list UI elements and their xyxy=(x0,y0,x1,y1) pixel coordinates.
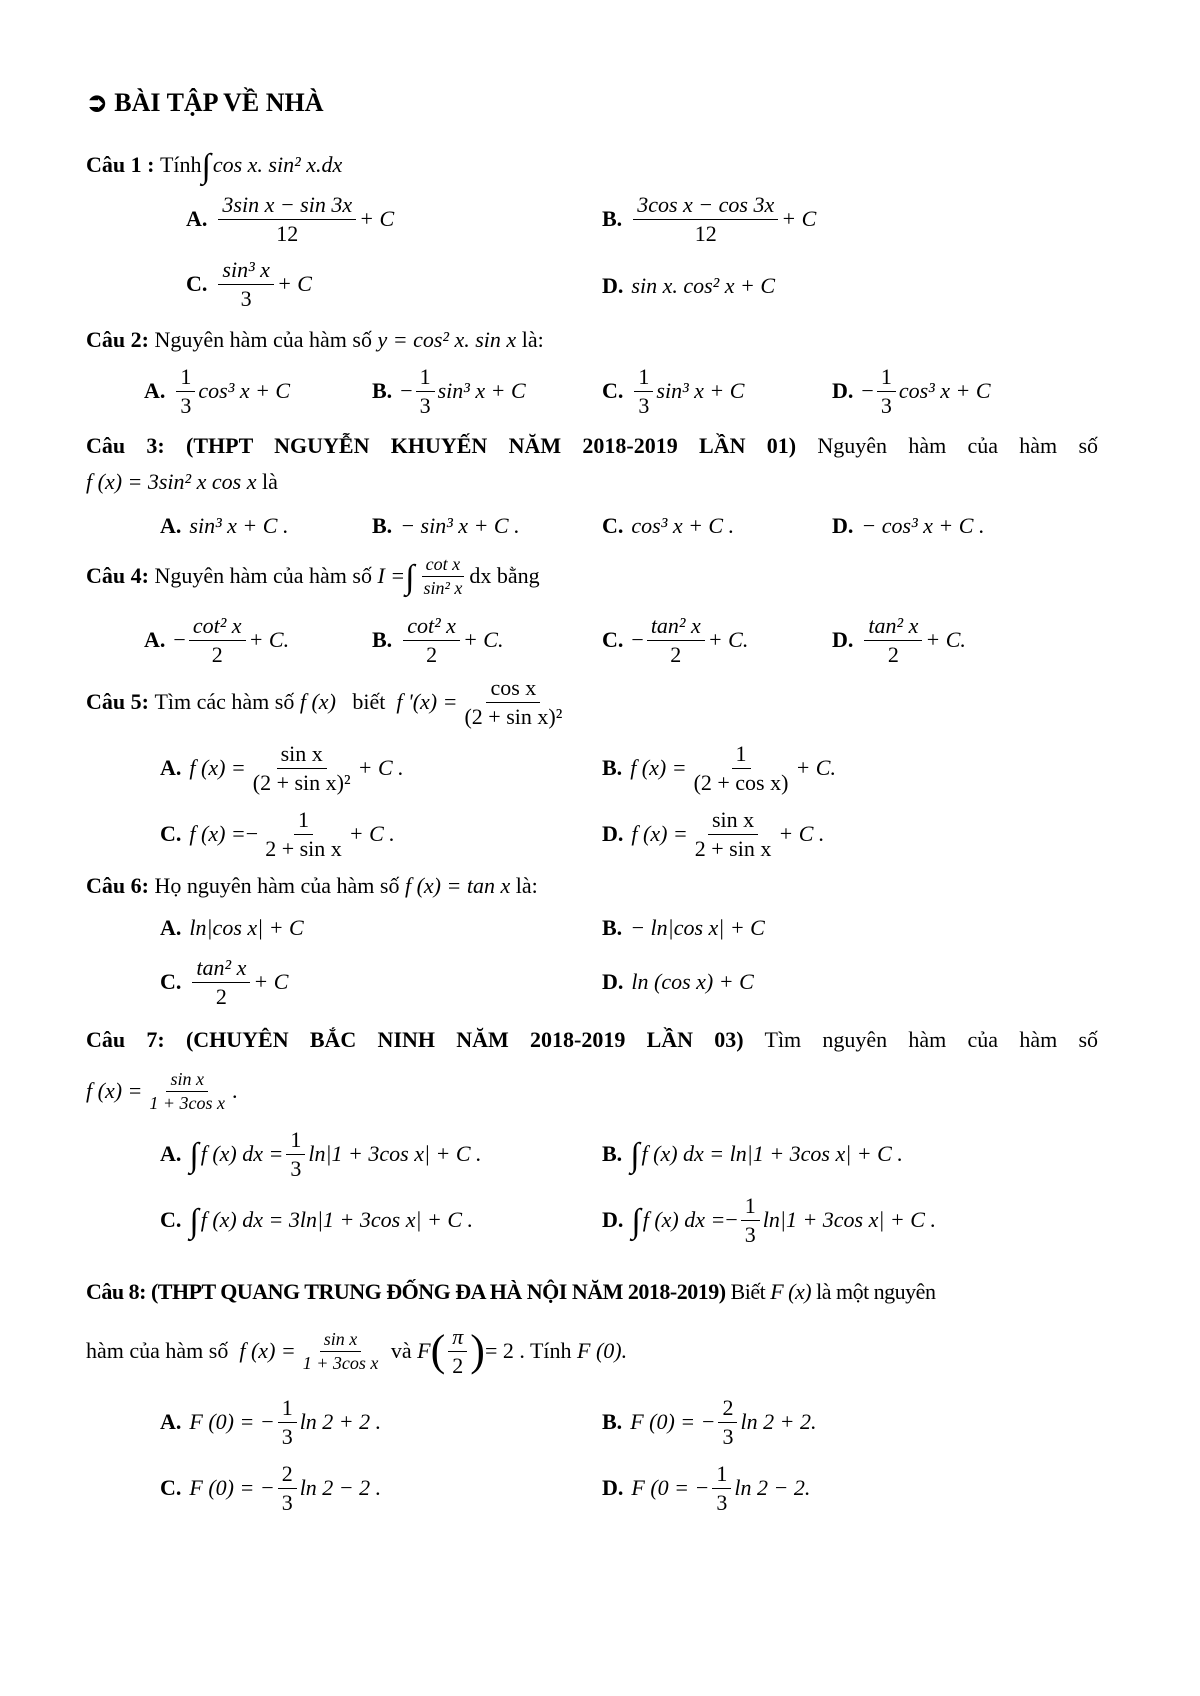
question-label: Câu 6: xyxy=(86,873,149,898)
option-label: A. xyxy=(144,627,166,652)
lhs: f (x) dx = xyxy=(200,1141,284,1166)
question-source: (CHUYÊN BẮC NINH NĂM 2018-2019 LẦN 03) xyxy=(185,1027,744,1052)
option-tail: + C. xyxy=(707,627,749,652)
option-c[interactable] xyxy=(160,952,288,1012)
option-expr: sin x. cos² x + C xyxy=(631,273,776,298)
option-expr: − ln|cos x| + C xyxy=(630,915,765,940)
option-expr: ln (cos x) + C xyxy=(631,969,754,994)
question-label: Câu 1 : xyxy=(86,152,155,177)
question-4 xyxy=(86,544,540,608)
sign: − xyxy=(400,378,413,403)
option-label: D. xyxy=(602,273,624,298)
option-a[interactable] xyxy=(160,736,404,800)
numerator: tan² x xyxy=(864,614,922,640)
function-expr: y = cos² x. sin x xyxy=(377,327,517,352)
option-d[interactable] xyxy=(832,608,966,672)
option-d[interactable] xyxy=(602,1458,810,1518)
option-tail: + C . xyxy=(778,821,825,846)
numerator: 1 xyxy=(877,365,896,391)
sign: − xyxy=(861,378,874,403)
option-expr: ln|1 + 3cos x| + C . xyxy=(762,1207,936,1232)
integrand: cos x. sin² x.dx xyxy=(212,152,343,177)
denominator: sin² x xyxy=(423,577,463,598)
integral-icon: ∫ xyxy=(630,1137,640,1174)
conjunction: và xyxy=(390,1338,412,1363)
lhs: f (x) = xyxy=(631,821,688,846)
numerator: 1 xyxy=(732,742,751,768)
question-3 xyxy=(86,428,1098,464)
numerator: 1 xyxy=(416,365,435,391)
option-tail: + C xyxy=(253,969,289,994)
question-tail: là: xyxy=(521,327,544,352)
question-text: Nguyên hàm của hàm số xyxy=(154,563,372,588)
lhs: f (x) = xyxy=(189,821,246,846)
numerator: 1 xyxy=(634,365,653,391)
question-tail: bằng xyxy=(496,563,540,588)
option-label: C. xyxy=(160,821,182,846)
question-text-3: hàm của hàm số xyxy=(86,1338,229,1363)
sign: − xyxy=(173,627,186,652)
option-label: C. xyxy=(160,969,182,994)
option-b[interactable] xyxy=(602,190,816,248)
lhs: F (0) = − xyxy=(630,1409,716,1434)
option-expr: ln 2 + 2 . xyxy=(299,1409,382,1434)
option-label: C. xyxy=(160,1475,182,1500)
question-source: (THPT NGUYỄN KHUYẾN NĂM 2018-2019 LẦN 01) xyxy=(186,433,797,458)
denominator: 2 xyxy=(426,641,438,667)
sign: − xyxy=(245,821,259,846)
numerator: cot x xyxy=(422,555,464,577)
option-b[interactable] xyxy=(602,1124,903,1184)
denominator: (2 + cos x) xyxy=(693,769,789,795)
option-label: D. xyxy=(602,969,624,994)
numerator: sin x xyxy=(166,1070,208,1092)
denominator: 3 xyxy=(722,1423,734,1449)
numerator: 1 xyxy=(712,1462,731,1488)
sign: − xyxy=(725,1207,738,1232)
lhs: F (0) = − xyxy=(189,1475,275,1500)
option-tail: + C . xyxy=(348,821,395,846)
lhs: f (x) = xyxy=(239,1338,296,1363)
option-expr: sin³ x + C xyxy=(437,378,526,403)
option-expr: − sin³ x + C . xyxy=(400,513,520,538)
option-label: B. xyxy=(602,755,623,780)
section-heading xyxy=(86,88,324,118)
option-tail: + C. xyxy=(795,755,836,780)
option-expr: ln|cos x| + C xyxy=(189,915,304,940)
option-tail: + C xyxy=(781,206,817,231)
numerator: cos x xyxy=(486,676,540,702)
option-expr: ln 2 − 2 . xyxy=(299,1475,382,1500)
question-text: Họ nguyên hàm của hàm số xyxy=(154,873,400,898)
integral-icon: ∫ xyxy=(189,1137,199,1174)
lhs: F (0) = − xyxy=(189,1409,275,1434)
lhs: f (x) dx = xyxy=(641,1141,725,1166)
numerator: sin³ x xyxy=(218,258,274,284)
option-label: C. xyxy=(160,1207,182,1232)
option-d[interactable] xyxy=(602,266,775,306)
denominator: 2 + sin x xyxy=(694,835,772,861)
denominator: (2 + sin x)² xyxy=(464,703,563,729)
option-label: B. xyxy=(602,915,623,940)
numerator: sin x xyxy=(277,742,327,768)
option-label: B. xyxy=(372,378,393,403)
option-label: B. xyxy=(602,1409,623,1434)
numerator: 3sin x − sin 3x xyxy=(218,193,356,219)
denominator: 3 xyxy=(716,1489,728,1515)
lhs: f '(x) = xyxy=(396,689,458,714)
denominator: 3 xyxy=(638,392,650,418)
dx: dx xyxy=(469,563,492,588)
denominator: 3 xyxy=(744,1221,756,1247)
option-b[interactable] xyxy=(602,908,765,948)
arrow-icon: ➲ xyxy=(86,88,108,117)
option-d[interactable] xyxy=(602,962,754,1002)
option-label: D. xyxy=(832,378,854,403)
function-expr: f (x) = tan x xyxy=(404,873,511,898)
equals-value: = 2 xyxy=(484,1338,514,1363)
option-label: A. xyxy=(160,513,182,538)
question-label: Câu 8: xyxy=(86,1279,146,1304)
option-c[interactable] xyxy=(602,362,744,420)
option-b[interactable] xyxy=(602,1392,816,1452)
question-text: Nguyên hàm của hàm số xyxy=(154,327,372,352)
option-expr: − cos³ x + C . xyxy=(861,513,985,538)
lhs: f (x) dx = xyxy=(642,1207,726,1232)
option-label: B. xyxy=(372,627,393,652)
denominator: 3 xyxy=(281,1423,293,1449)
option-d[interactable] xyxy=(832,362,991,420)
question-3-line-2 xyxy=(86,464,278,500)
denominator: 2 xyxy=(215,983,227,1009)
lhs: I = xyxy=(377,563,406,588)
function-F: F xyxy=(417,1338,431,1363)
option-expr: cos³ x + C xyxy=(898,378,991,403)
question-tail: là xyxy=(262,469,278,494)
question-label: Câu 5: xyxy=(86,689,149,714)
question-7-line-2 xyxy=(86,1060,238,1122)
function-F0: F (0). xyxy=(577,1338,628,1363)
option-expr: cos³ x + C . xyxy=(631,513,735,538)
question-text-2: là một nguyên xyxy=(816,1279,936,1304)
option-label: B. xyxy=(602,1141,623,1166)
question-text: Biết xyxy=(730,1279,766,1304)
sign: − xyxy=(631,627,644,652)
option-a[interactable] xyxy=(144,362,290,420)
denominator: 12 xyxy=(694,220,717,246)
denominator: 2 xyxy=(211,641,223,667)
option-expr: ln|1 + 3cos x| + C . xyxy=(729,1141,903,1166)
denominator: 3 xyxy=(180,392,192,418)
question-text: Tìm nguyên hàm của hàm số xyxy=(764,1027,1099,1052)
option-d[interactable] xyxy=(832,508,984,544)
denominator: 1 + 3cos x xyxy=(149,1092,226,1113)
numerator: sin x xyxy=(708,808,758,834)
option-c[interactable] xyxy=(602,508,734,544)
question-5 xyxy=(86,670,569,734)
option-label: D. xyxy=(832,627,854,652)
question-tail: là: xyxy=(515,873,538,898)
option-label: C. xyxy=(602,513,624,538)
integral-icon: ∫ xyxy=(189,1203,199,1240)
integral-icon: ∫ xyxy=(631,1203,641,1240)
option-c[interactable] xyxy=(160,802,395,866)
option-expr: cos³ x + C xyxy=(198,378,291,403)
option-expr: ln 2 − 2. xyxy=(734,1475,811,1500)
option-b[interactable] xyxy=(372,608,503,672)
option-a[interactable] xyxy=(160,508,288,544)
option-tail: + C xyxy=(276,271,312,296)
option-a[interactable] xyxy=(160,1392,381,1452)
numerator: sin x xyxy=(320,1330,362,1352)
question-text: Tính xyxy=(159,152,202,177)
question-8 xyxy=(86,1272,935,1312)
numerator: 2 xyxy=(278,1462,297,1488)
numerator: 1 xyxy=(294,808,313,834)
denominator: 1 + 3cos x xyxy=(302,1352,379,1373)
denominator: 2 xyxy=(452,1352,464,1378)
option-tail: + C. xyxy=(248,627,290,652)
option-label: B. xyxy=(602,206,623,231)
option-a[interactable] xyxy=(160,1124,482,1184)
question-label: Câu 2: xyxy=(86,327,149,352)
question-label: Câu 7: xyxy=(86,1027,165,1052)
denominator: 3 xyxy=(240,285,252,311)
question-8-line-2 xyxy=(86,1316,627,1386)
question-text: Nguyên hàm của hàm số xyxy=(817,433,1099,458)
lhs: f (x) = xyxy=(630,755,687,780)
option-label: D. xyxy=(602,1207,624,1232)
heading-title: BÀI TẬP VỀ NHÀ xyxy=(114,88,324,117)
lhs: f (x) dx = xyxy=(200,1207,284,1232)
option-label: C. xyxy=(186,271,208,296)
option-expr: ln|1 + 3cos x| + C . xyxy=(308,1141,482,1166)
option-label: C. xyxy=(602,627,624,652)
question-tail: . xyxy=(232,1078,238,1103)
option-label: A. xyxy=(186,206,208,231)
option-a[interactable] xyxy=(186,190,394,248)
denominator: 2 xyxy=(670,641,682,667)
option-label: D. xyxy=(832,513,854,538)
question-label: Câu 4: xyxy=(86,563,149,588)
option-a[interactable] xyxy=(160,908,304,948)
option-expr: sin³ x + C xyxy=(656,378,745,403)
denominator: 3 xyxy=(281,1489,293,1515)
option-b[interactable] xyxy=(602,736,836,800)
option-expr: sin³ x + C . xyxy=(189,513,289,538)
integral-icon: ∫ xyxy=(405,559,415,596)
denominator: 3 xyxy=(880,392,892,418)
question-2 xyxy=(86,320,544,360)
numerator: cot² x xyxy=(189,614,246,640)
option-label: D. xyxy=(602,1475,624,1500)
function-expr: f (x) xyxy=(299,689,336,714)
denominator: 3 xyxy=(290,1155,302,1181)
option-tail: + C xyxy=(359,206,395,231)
numerator: tan² x xyxy=(647,614,705,640)
option-tail: + C. xyxy=(462,627,504,652)
left-paren: ( xyxy=(430,1326,446,1375)
numerator: 1 xyxy=(286,1128,305,1154)
option-d[interactable] xyxy=(602,802,824,866)
question-label: Câu 3: xyxy=(86,433,165,458)
question-mid: biết xyxy=(352,689,386,714)
lhs: f (x) = xyxy=(86,1078,143,1103)
numerator: 3cos x − cos 3x xyxy=(633,193,778,219)
option-expr: 3ln|1 + 3cos x| + C . xyxy=(288,1207,474,1232)
option-a[interactable] xyxy=(144,608,289,672)
numerator: 1 xyxy=(741,1194,760,1220)
option-label: A. xyxy=(144,378,166,403)
question-text: Tìm các hàm số xyxy=(154,689,295,714)
integral-icon: ∫ xyxy=(201,148,211,185)
option-label: D. xyxy=(602,821,624,846)
question-7 xyxy=(86,1022,1098,1058)
numerator: 1 xyxy=(176,365,195,391)
option-c[interactable] xyxy=(602,608,748,672)
option-c[interactable] xyxy=(186,254,312,314)
option-label: A. xyxy=(160,1141,182,1166)
option-tail: + C. xyxy=(925,627,966,652)
function-expr: f (x) = 3sin² x cos x xyxy=(86,469,257,494)
option-label: B. xyxy=(372,513,393,538)
option-c[interactable] xyxy=(160,1458,381,1518)
denominator: 12 xyxy=(276,220,299,246)
denominator: (2 + sin x)² xyxy=(252,769,351,795)
denominator: 2 + sin x xyxy=(265,835,342,861)
numerator: 1 xyxy=(278,1396,297,1422)
numerator: 2 xyxy=(718,1396,737,1422)
option-d[interactable] xyxy=(602,1190,936,1250)
right-paren: ) xyxy=(470,1326,485,1375)
question-6 xyxy=(86,866,538,906)
option-b[interactable] xyxy=(372,508,520,544)
question-1 xyxy=(86,140,342,190)
denominator: 3 xyxy=(419,392,431,418)
option-expr: ln 2 + 2. xyxy=(740,1409,817,1434)
function-F: F (x) xyxy=(770,1279,812,1304)
option-c[interactable] xyxy=(160,1190,473,1250)
lhs: f (x) = xyxy=(189,755,246,780)
option-label: C. xyxy=(602,378,624,403)
option-label: A. xyxy=(160,755,182,780)
option-tail: + C . xyxy=(357,755,404,780)
numerator: cot² x xyxy=(403,614,460,640)
option-label: A. xyxy=(160,1409,182,1434)
question-text-4: . Tính xyxy=(519,1338,572,1363)
denominator: 2 xyxy=(887,641,899,667)
numerator: π xyxy=(448,1325,467,1351)
option-b[interactable] xyxy=(372,362,526,420)
numerator: tan² x xyxy=(192,956,250,982)
lhs: F (0 = − xyxy=(631,1475,710,1500)
option-label: A. xyxy=(160,915,182,940)
question-source: (THPT QUANG TRUNG ĐỐNG ĐA HÀ NỘI NĂM 2018-2019) xyxy=(150,1279,726,1304)
